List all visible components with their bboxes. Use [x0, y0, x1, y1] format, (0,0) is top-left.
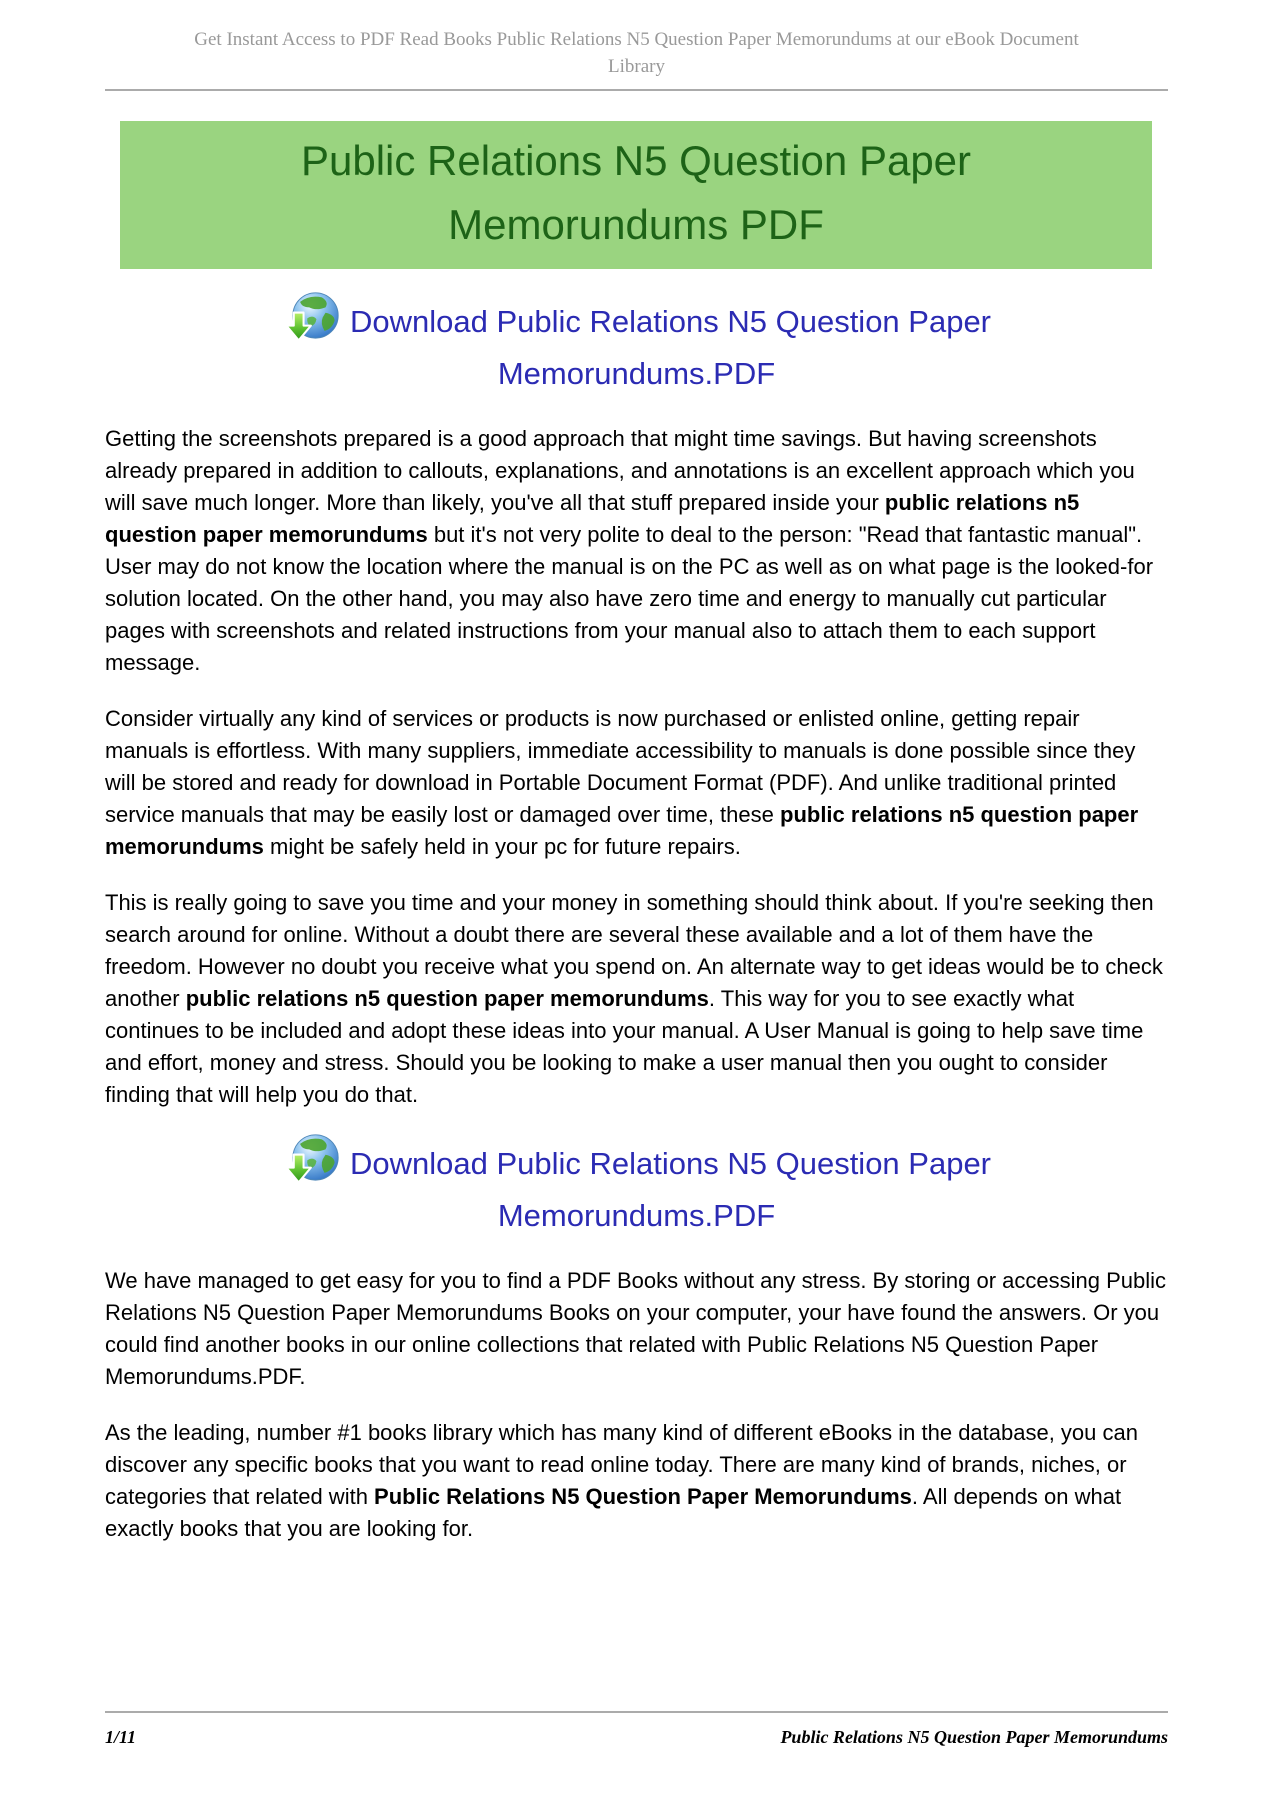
globe-download-icon — [282, 1133, 340, 1191]
running-header — [105, 0, 1168, 80]
paragraph: This is really going to save you time and your money in something should think about. If you're seeking then search around for online. Without a doubt there are several these available and a lot of them have the freedom. However no doubt you receive what you spend on. An alternate way to get ideas would be to check another public relations n5 question paper memorundums. This way for you to see exactly what continues to be included and adopt these ideas into your manual. A User Manual is going to help save time and effort, money and stress. Should you be looking to make a user manual then you ought to consider finding that will help you do that. — [105, 889, 1163, 1107]
title-banner — [120, 121, 1152, 269]
footer-title: Public Relations N5 Question Paper Memorundums — [780, 1727, 1168, 1747]
footer-divider — [105, 1711, 1168, 1713]
download-link-line1: Download Public Relations N5 Question Paper — [349, 1145, 992, 1181]
header-divider — [105, 89, 1168, 91]
download-link-bottom[interactable] — [237, 1139, 1037, 1241]
page-footer — [105, 1702, 1168, 1748]
footer-page-number: 1/11 — [105, 1727, 137, 1747]
running-header-text: Get Instant Access to PDF Read Books Public Relations N5 Question Paper Memorundums at our eBook Document Library — [194, 29, 1079, 77]
paragraph: We have managed to get easy for you to find a PDF Books without any stress. By storing or accessing Public Relations N5 Question Paper Memorundums Books on your computer, your have found the answers. Or you could find another books in our online collections that related with Public Relations N5 Question Paper Memorundums.PDF. — [105, 1267, 1167, 1389]
download-link-line2: Memorundums.PDF — [497, 355, 776, 391]
body-text — [105, 423, 1168, 1111]
download-link-top[interactable] — [237, 297, 1037, 399]
page-title: Public Relations N5 Question Paper Memorundums PDF — [300, 137, 972, 248]
paragraph: Consider virtually any kind of services or products is now purchased or enlisted online, getting repair manuals is effortless. With many suppliers, immediate accessibility to manuals is done possible since they will be stored and ready for download in Portable Document Format (PDF). And unlike traditional printed service manuals that may be easily lost or damaged over time, these public relations n5 question paper memorundums might be safely held in your pc for future repairs. — [105, 705, 1139, 859]
globe-download-icon — [282, 291, 340, 349]
paragraph: As the leading, number #1 books library which has many kind of different eBooks in the database, you can discover any specific books that you want to read online today. There are many kind of brands, niches, or categories that related with Public Relations N5 Question Paper Memorundums. All depends on what exactly books that you are looking for. — [105, 1419, 1138, 1541]
download-link-line2: Memorundums.PDF — [497, 1197, 776, 1233]
download-link-line1: Download Public Relations N5 Question Paper — [349, 304, 992, 339]
body-text — [105, 1265, 1168, 1545]
paragraph: Getting the screenshots prepared is a good approach that might time savings. But having screenshots already prepared in addition to callouts, explanations, and annotations is an excellent approach which you will save much longer. More than likely, you've all that stuff prepared inside your public relations n5 question paper memorundums but it's not very polite to deal to the person: "Read that fantastic manual". User may do not know the location where the manual is on the PC as well as on what page is the looked-for solution located. On the other hand, you may also have zero time and energy to manually cut particular pages with screenshots and related instructions from your manual also to attach them to each support message. — [105, 425, 1154, 675]
